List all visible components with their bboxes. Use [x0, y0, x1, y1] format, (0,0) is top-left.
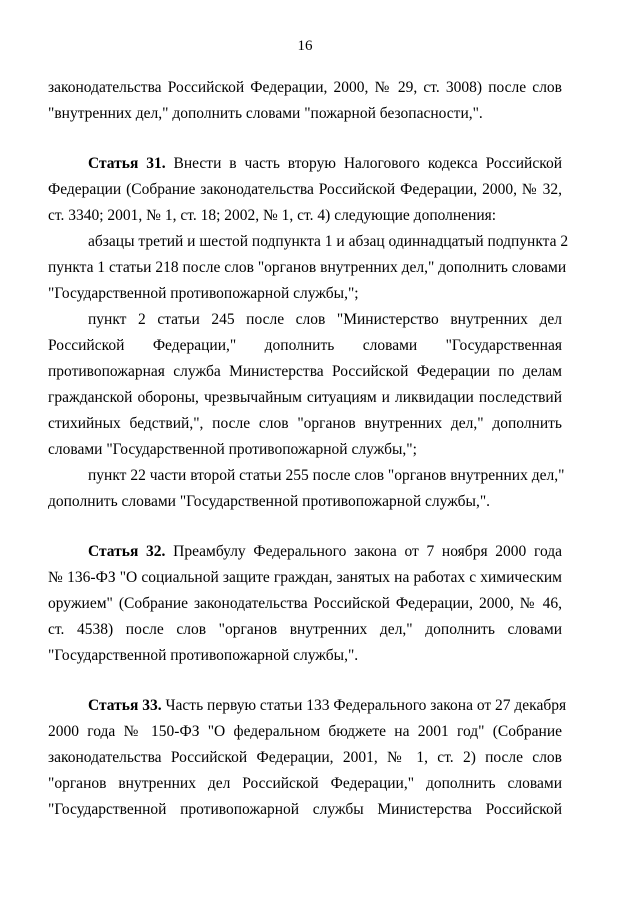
text-line: "Государственной противопожарной службы,";: [48, 285, 359, 302]
page-number: 16: [297, 38, 313, 54]
text-line: ст. 3340; 2001, № 1, ст. 18; 2002, № 1, ст. 4) следующие дополнения:: [48, 207, 497, 224]
article-33: [48, 693, 567, 823]
text-line: пункта 1 статьи 218 после слов "органов внутренних дел," дополнить словами: [48, 259, 567, 276]
article-heading: Статья 32.: [88, 543, 166, 560]
text-line: гражданской обороны, чрезвычайным ситуациям и ликвидации последствий: [48, 389, 562, 406]
continuation-paragraph: [48, 75, 562, 127]
text-line: законодательства Российской Федерации, 2000, № 29, ст. 3008) после слов: [48, 79, 562, 96]
document-page: [48, 38, 569, 823]
article-text: Часть первую статьи 133 Федерального закона от 27 декабря: [165, 697, 567, 714]
article-32: [48, 539, 562, 669]
text-line: противопожарная служба Министерства Российской Федерации по делам: [48, 363, 562, 380]
text-line: [48, 151, 562, 177]
text-line: "Государственной противопожарной службы Министерства Российской: [48, 801, 562, 818]
article-text: Преамбулу Федерального закона от 7 ноября 2000 года: [173, 543, 563, 560]
text-line: Российской Федерации," дополнить словами "Государственная: [48, 337, 562, 354]
text-line: абзацы третий и шестой подпункта 1 и абзац одиннадцатый подпункта 2: [88, 233, 569, 250]
text-line: ст. 4538) после слов "органов внутренних дел," дополнить словами: [48, 621, 562, 638]
text-line: "Государственной противопожарной службы,".: [48, 647, 359, 664]
text-line: "органов внутренних дел Российской Федерации," дополнить словами: [48, 775, 562, 792]
text-line: стихийных бедствий,", после слов "органов внутренних дел," дополнить: [48, 415, 562, 432]
text-line: "внутренних дел," дополнить словами "пожарной безопасности,".: [48, 105, 483, 122]
text-line: дополнить словами "Государственной противопожарной службы,".: [48, 493, 491, 510]
text-line: № 136-ФЗ "О социальной защите граждан, занятых на работах с химическим: [48, 569, 562, 586]
article-heading: Статья 33.: [88, 697, 162, 714]
text-line: [48, 539, 562, 565]
text-line: законодательства Российской Федерации, 2001, № 1, ст. 2) после слов: [48, 749, 562, 766]
article-text: Внести в часть вторую Налогового кодекса Российской: [173, 155, 563, 172]
text-line: пункт 22 части второй статьи 255 после слов "органов внутренних дел,": [88, 467, 565, 484]
text-line: оружием" (Собрание законодательства Российской Федерации, 2000, № 46,: [48, 595, 562, 612]
text-line: словами "Государственной противопожарной службы,";: [48, 441, 417, 458]
text-line: Федерации (Собрание законодательства Российской Федерации, 2000, № 32,: [48, 181, 562, 198]
text-line: пункт 2 статьи 245 после слов "Министерство внутренних дел: [88, 311, 562, 328]
text-line: [48, 693, 567, 719]
article-heading: Статья 31.: [88, 155, 166, 172]
article-31: [48, 151, 569, 515]
text-line: 2000 года № 150-ФЗ "О федеральном бюджете на 2001 год" (Собрание: [48, 723, 562, 740]
